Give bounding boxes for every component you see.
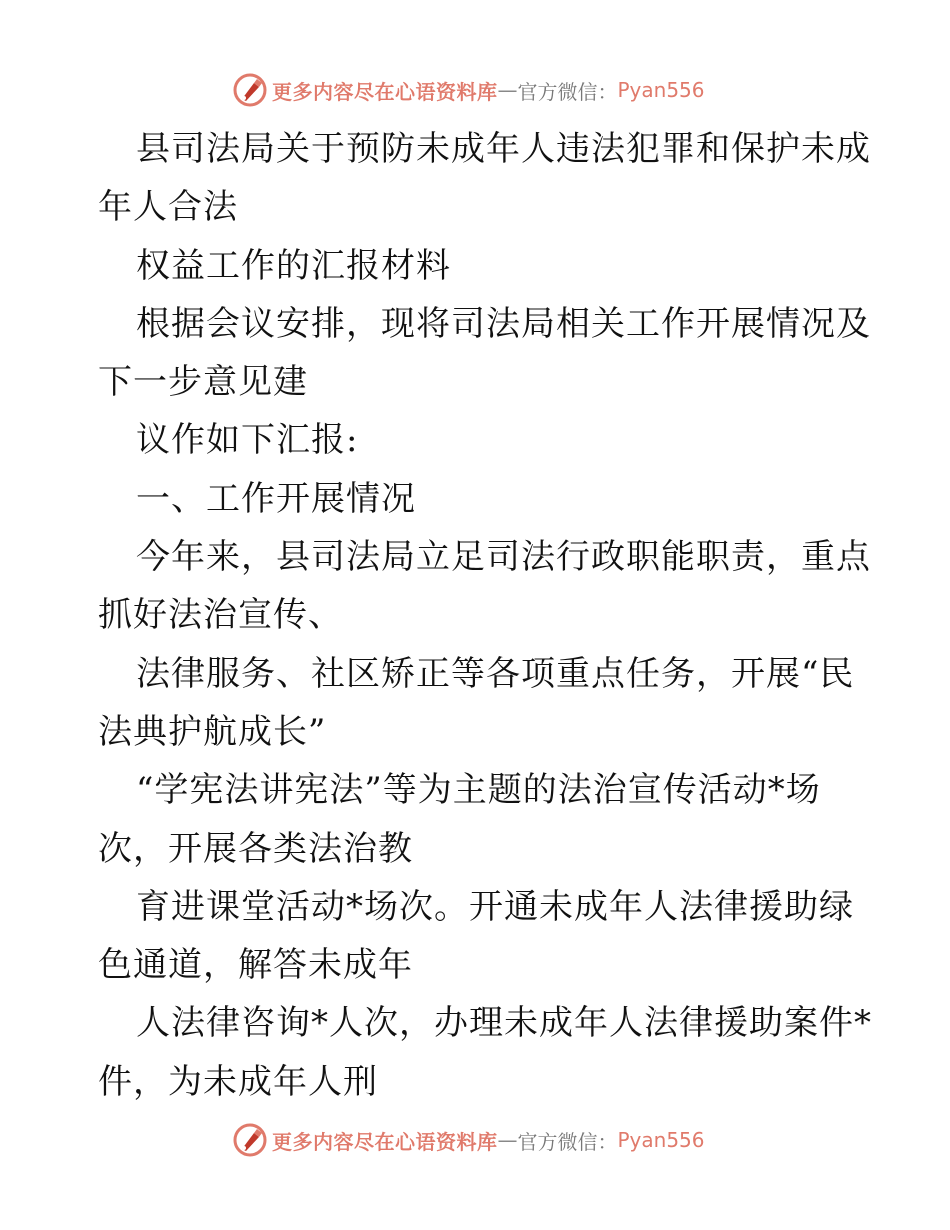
footer-banner bbox=[232, 1120, 732, 1160]
text-line: 抓好法治宣传、 bbox=[98, 595, 343, 636]
text-line: 法律服务、社区矫正等各项重点任务，开展“民 bbox=[136, 653, 855, 694]
text-line: 件，为未成年人刑 bbox=[98, 1061, 378, 1102]
fountain-pen-logo-icon bbox=[232, 1122, 268, 1158]
banner-wechat-id: Pyan556 bbox=[617, 78, 705, 102]
text-line: 色通道，解答未成年 bbox=[98, 945, 413, 986]
text-line: 育进课堂活动*场次。开通未成年人法律援助绿 bbox=[136, 886, 854, 927]
banner-dash: — bbox=[497, 78, 518, 102]
section-heading: 一、工作开展情况 bbox=[136, 478, 416, 519]
banner-dash: — bbox=[497, 1128, 518, 1152]
banner-wechat-label: 官方微信： bbox=[517, 1129, 618, 1154]
text-line: 人法律咨询*人次，办理未成年人法律援助案件* bbox=[136, 1003, 872, 1044]
title-line-2: 年人合法 bbox=[98, 187, 238, 228]
fountain-pen-logo-icon bbox=[232, 72, 268, 108]
header-banner bbox=[232, 70, 732, 110]
text-line: 议作如下汇报: bbox=[136, 420, 359, 461]
title-line-1: 县司法局关于预防未成年人违法犯罪和保护未成 bbox=[136, 129, 871, 169]
banner-wechat-label: 官方微信： bbox=[517, 79, 618, 104]
banner-main-text: 更多内容尽在心语资料库 bbox=[272, 1129, 498, 1154]
banner-wechat-id: Pyan556 bbox=[617, 1128, 705, 1152]
banner-main-text: 更多内容尽在心语资料库 bbox=[272, 79, 498, 104]
title-line-3: 权益工作的汇报材料 bbox=[136, 245, 451, 286]
text-line: 次，开展各类法治教 bbox=[98, 828, 413, 869]
text-line: 法典护航成长” bbox=[98, 711, 327, 752]
text-line: 根据会议安排，现将司法局相关工作开展情况及 bbox=[136, 303, 871, 344]
text-line: “学宪法讲宪法”等为主题的法治宣传活动*场 bbox=[136, 770, 821, 811]
text-line: 下一步意见建 bbox=[98, 362, 308, 403]
text-line: 今年来，县司法局立足司法行政职能职责，重点 bbox=[136, 537, 871, 578]
document-body bbox=[98, 120, 872, 1111]
